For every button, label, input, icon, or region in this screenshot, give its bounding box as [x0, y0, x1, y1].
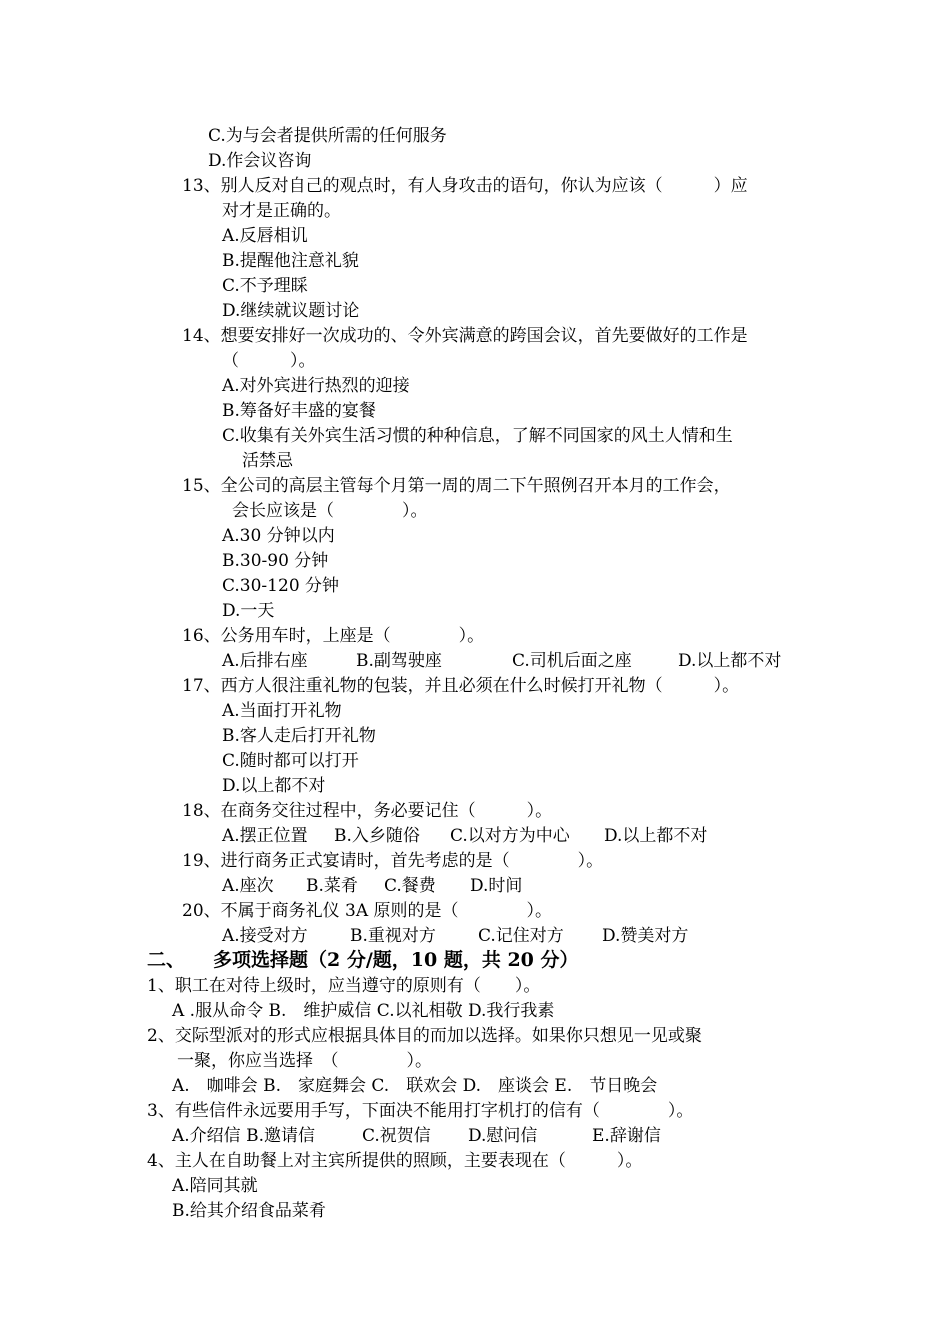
q20-stem: 20、不属于商务礼仪 3A 原则的是（ ）。: [182, 901, 553, 921]
q18-option-c: C.以对方为中心: [450, 826, 570, 846]
q20-option-d: D.赞美对方: [602, 926, 689, 946]
m1-stem: 1、职工在对待上级时，应当遵守的原则有（ ）。: [147, 976, 541, 996]
m1-options: A .服从命令 B. 维护威信 C.以礼相敬 D.我行我素: [172, 1001, 555, 1021]
m3-option-d: D.慰问信: [468, 1126, 538, 1146]
q20-option-c: C.记住对方: [478, 926, 564, 946]
q17-option-a: A.当面打开礼物: [222, 701, 342, 721]
m4-option-a: A.陪同其就: [172, 1176, 258, 1196]
q20-option-b: B.重视对方: [350, 926, 436, 946]
q15-option-b: B.30-90 分钟: [222, 551, 329, 571]
m4-stem: 4、主人在自助餐上对主宾所提供的照顾，主要表现在（ ）。: [147, 1151, 643, 1171]
q13-option-a: A.反唇相讥: [222, 226, 308, 246]
q19-options: [222, 874, 522, 898]
section-2-heading: [147, 948, 579, 972]
q14-option-b: B.筹备好丰盛的宴餐: [222, 401, 376, 421]
m3-option-c: C.祝贺信: [362, 1126, 431, 1146]
q19-option-d: D.时间: [470, 876, 523, 896]
m2-options: A. 咖啡会 B. 家庭舞会 C. 联欢会 D. 座谈会 E. 节日晚会: [172, 1076, 658, 1096]
q19-stem: 19、进行商务正式宴请时，首先考虑的是（ ）。: [182, 851, 604, 871]
q17-option-c: C.随时都可以打开: [222, 751, 359, 771]
q13-option-c: C.不予理睬: [222, 276, 308, 296]
q15-stem: 15、全公司的高层主管每个月第一周的周二下午照例召开本月的工作会，: [182, 476, 731, 496]
m3-option-e: E.辞谢信: [592, 1126, 661, 1146]
q17-stem: 17、西方人很注重礼物的包装，并且必须在什么时候打开礼物（ ）。: [182, 676, 740, 696]
q20-option-a: A.接受对方: [222, 926, 308, 946]
section-2-number: 二、: [147, 949, 186, 971]
q14-stem: 14、想要安排好一次成功的、令外宾满意的跨国会议，首先要做好的工作是: [182, 326, 748, 346]
q14-option-c-cont: 活禁忌: [242, 451, 293, 471]
q18-option-b: B.入乡随俗: [334, 826, 420, 846]
m2-stem: 2、交际型派对的形式应根据具体目的而加以选择。如果你只想见一见或聚: [147, 1026, 702, 1046]
q15-option-a: A.30 分钟以内: [222, 526, 335, 546]
q19-option-c: C.餐费: [384, 876, 436, 896]
m3-stem: 3、有些信件永远要用手写，下面决不能用打字机打的信有（ ）。: [147, 1101, 694, 1121]
q16-option-a: A.后排右座: [222, 651, 308, 671]
q17-option-d: D.以上都不对: [222, 776, 326, 796]
q16-option-c: C.司机后面之座: [512, 651, 632, 671]
q15-option-d: D.一天: [222, 601, 275, 621]
m3-options: [172, 1124, 661, 1148]
q15-option-c: C.30-120 分钟: [222, 576, 340, 596]
q16-option-d: D.以上都不对: [678, 651, 782, 671]
q17-option-b: B.客人走后打开礼物: [222, 726, 376, 746]
q19-option-b: B.菜肴: [306, 876, 358, 896]
q18-option-a: A.摆正位置: [222, 826, 308, 846]
q13-option-d: D.继续就议题讨论: [222, 301, 360, 321]
q16-options: [222, 649, 781, 673]
q18-option-d: D.以上都不对: [604, 826, 708, 846]
q16-option-b: B.副驾驶座: [356, 651, 442, 671]
q14-option-a: A.对外宾进行热烈的迎接: [222, 376, 410, 396]
m2-stem-cont: 一聚，你应当选择 （ ）。: [177, 1051, 432, 1071]
m4-option-b: B.给其介绍食品菜肴: [172, 1201, 326, 1221]
q12-option-d: D.作会议咨询: [208, 151, 312, 171]
q13-stem: 13、别人反对自己的观点时，有人身攻击的语句，你认为应该（ ）应: [182, 176, 748, 196]
q20-options: [222, 924, 688, 948]
q14-stem-cont: （ ）。: [222, 351, 316, 371]
q13-option-b: B.提醒他注意礼貌: [222, 251, 359, 271]
m3-option-ab: A.介绍信 B.邀请信: [172, 1126, 315, 1146]
q15-stem-cont: 会长应该是（ ）。: [232, 501, 428, 521]
q16-stem: 16、公务用车时，上座是（ ）。: [182, 626, 485, 646]
q18-options: [222, 824, 707, 848]
q13-stem-cont: 对才是正确的。: [222, 201, 341, 221]
q12-option-c: C.为与会者提供所需的任何服务: [208, 126, 447, 146]
q14-option-c: C.收集有关外宾生活习惯的种种信息，了解不同国家的风土人情和生: [222, 426, 733, 446]
section-2-title: 多项选择题（2 分/题，10 题，共 20 分）: [213, 949, 579, 971]
q19-option-a: A.座次: [222, 876, 274, 896]
q18-stem: 18、在商务交往过程中，务必要记住（ ）。: [182, 801, 553, 821]
